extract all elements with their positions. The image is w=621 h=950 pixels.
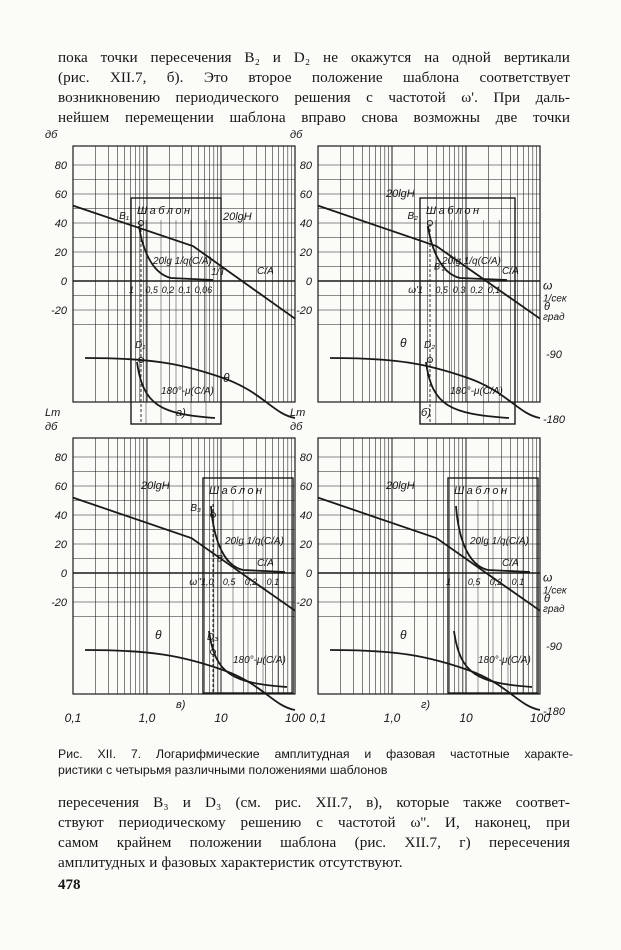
text-line: пока точки пересечения B₂ и D₂ не окажутся на одной вертикали (58, 49, 570, 66)
axis-label-persec: 1/сек (543, 293, 567, 305)
caption-line: Рис. XII. 7. Логарифмические амплитудная и фазовая частотные характе- (58, 747, 573, 761)
label-20lg-inv-q: 20lg 1/q(C/A) (442, 256, 501, 267)
label-20lgH: 20lgH (386, 187, 415, 200)
template-tick-label: 0,5 (222, 577, 236, 587)
axis-label-persec: 1/сек (543, 585, 567, 597)
caption-line: ристики с четырьмя различными положениями шаблонов (58, 763, 388, 777)
template-overlay (189, 478, 293, 693)
template-tick-label: 0,2 (470, 285, 483, 295)
y-tick-label: 0 (305, 568, 312, 580)
y-tick-label: 80 (54, 160, 67, 172)
axis-label-db: дб (45, 129, 58, 141)
text-line: самом крайнем положении шаблона (рис. XII.7, г) пересечения (58, 834, 570, 851)
template-tick-label: 0,2 (489, 577, 503, 587)
chart-panel (290, 128, 568, 426)
label-20lg-inv-q: 20lg 1/q(C/A) (153, 256, 212, 267)
axis-label-db: дб (290, 129, 303, 141)
point-label-d: D₂ (424, 340, 436, 351)
template-tick-label: 1,0 (201, 577, 214, 587)
phase-tick-label: -180 (543, 706, 566, 718)
label-phase-template: 180°-μ(C/A) (450, 386, 503, 397)
y-tick-label: 80 (54, 452, 67, 464)
label-theta: θ (155, 628, 162, 642)
omega-mark-label: ω' (408, 285, 418, 296)
template-tick-label: 1 (418, 285, 424, 295)
y-tick-label: 20 (54, 539, 67, 551)
x-tick-label: 100 (284, 711, 306, 725)
point-label-b: B₃ (190, 503, 201, 514)
y-tick-label: -20 (51, 305, 67, 317)
template-overlay (119, 198, 221, 424)
y-tick-label: 40 (299, 218, 312, 230)
x-tick-label: 10 (214, 711, 228, 725)
panel-letter: а) (176, 407, 186, 419)
y-tick-label: 80 (299, 160, 312, 172)
c-over-a-label: C/A (502, 265, 519, 277)
y-tick-label: 40 (54, 510, 67, 522)
x-tick-label: 10 (459, 711, 473, 725)
point-label-b: B₂ (407, 211, 418, 222)
label-one-over-t: 1/T (211, 267, 226, 279)
text-line: ствуют периодическому решению с частотой ω''. И, наконец, при (58, 814, 570, 831)
y-tick-label: 60 (54, 481, 67, 493)
template-title: Шаблон (454, 485, 510, 497)
paragraph-bottom (58, 793, 570, 873)
template-tick-label: 0,1 (266, 577, 280, 587)
y-tick-label: 0 (305, 276, 312, 288)
figure-caption (58, 746, 573, 778)
template-tick-label: 0,2 (244, 577, 258, 587)
template-tick-label: 0,1 (511, 577, 525, 587)
y-tick-label: 0 (60, 568, 67, 580)
phase-tick-label: -180 (543, 414, 566, 426)
chart-panel (290, 407, 568, 725)
template-tick-label: 1 (446, 577, 452, 587)
axis-label-theta: θ (544, 301, 550, 313)
template-title: Шаблон (426, 205, 482, 217)
y-tick-label: 60 (299, 189, 312, 201)
y-tick-label: -20 (51, 597, 67, 609)
label-phase-template: 180°-μ(C/A) (161, 386, 214, 397)
axis-label-omega: ω (543, 570, 553, 585)
axis-label-db: дб (290, 421, 303, 433)
axis-label-db: дб (45, 421, 58, 433)
label-theta: θ (223, 371, 230, 385)
label-20lgH: 20lgH (141, 479, 170, 492)
template-tick-label: 0,5 (145, 285, 158, 295)
template-tick-label: 1 (129, 285, 135, 295)
axis-label-lm: Lm (45, 407, 61, 419)
omega-mark-label: ω'' (189, 577, 201, 588)
chart-panel (45, 407, 305, 725)
label-theta: θ (400, 628, 407, 642)
label-20lgH: 20lgH (223, 211, 252, 224)
x-tick-label: 100 (529, 711, 551, 725)
paragraph-top (58, 48, 570, 128)
y-tick-label: 80 (299, 452, 312, 464)
template-tick-label: 0,5 (435, 285, 448, 295)
y-tick-label: 20 (54, 247, 67, 259)
frequency-response-figure (28, 128, 598, 758)
text-line: нейшем перемещении шаблона вправо снова возможны две точки (58, 109, 570, 126)
point-label-b: B₁ (119, 211, 129, 222)
text-line: пересечения B₃ и D₃ (см. рис. XII.7, в), которые также соответ- (58, 794, 570, 811)
text-line: амплитудных и фазовых характеристик отсутствуют. (58, 854, 403, 871)
phase-tick-label: -90 (546, 349, 562, 361)
text-line: возникновению периодического решения с частотой ω'. При даль- (58, 89, 570, 106)
y-tick-label: 0 (60, 276, 67, 288)
label-20lg-inv-q: 20lg 1/q(C/A) (225, 536, 284, 547)
axis-label-grad: град (543, 312, 565, 324)
label-phase-template: 180°-μ(C/A) (233, 655, 286, 666)
x-tick-label: 0,1 (309, 711, 327, 725)
x-tick-label: 1,0 (138, 711, 156, 725)
template-title: Шаблон (209, 485, 265, 497)
template-tick-label: 0,5 (467, 577, 481, 587)
page-number: 478 (58, 877, 81, 893)
axis-label-grad: град (543, 604, 565, 616)
axis-label-omega: ω (543, 278, 553, 293)
template-overlay (446, 478, 538, 693)
label-theta: θ (400, 336, 407, 350)
point-label-b-prime: B'₂ (434, 261, 446, 272)
label-20lg-inv-q: 20lg 1/q(C/A) (470, 536, 529, 547)
y-tick-label: -20 (296, 305, 312, 317)
panel-letter: в) (176, 699, 186, 711)
axis-label-theta: θ (544, 593, 550, 605)
y-tick-label: 60 (54, 189, 67, 201)
y-tick-label: -20 (296, 597, 312, 609)
template-tick-label: 0,2 (161, 285, 175, 295)
y-tick-label: 20 (299, 247, 312, 259)
label-phase-template: 180°-μ(C/A) (478, 655, 531, 666)
template-overlay (408, 198, 515, 424)
panel-letter: г) (421, 699, 431, 711)
chart-panel (45, 128, 295, 424)
text-line: (рис. XII.7, б). Это второе положение шаблона соответствует (58, 69, 570, 86)
axis-label-lm: Lm (290, 407, 306, 419)
y-tick-label: 20 (299, 539, 312, 551)
template-tick-label: 0,3 (452, 285, 466, 295)
point-label-d: D₃ (207, 632, 219, 643)
template-tick-label: 0,06 (194, 285, 213, 295)
c-over-a-label: C/A (257, 265, 274, 277)
point-label-d: D₁ (135, 340, 146, 351)
y-tick-label: 40 (54, 218, 67, 230)
template-tick-label: 0,1 (178, 285, 191, 295)
y-tick-label: 60 (299, 481, 312, 493)
c-over-a-label: C/A (502, 557, 519, 569)
y-tick-label: 40 (299, 510, 312, 522)
label-20lgH: 20lgH (386, 479, 415, 492)
phase-tick-label: -90 (546, 641, 562, 653)
template-title: Шаблон (137, 205, 193, 217)
x-tick-label: 1,0 (383, 711, 401, 725)
panel-letter: б) (421, 407, 431, 419)
template-tick-label: 0,1 (487, 285, 501, 295)
x-tick-label: 0,1 (64, 711, 82, 725)
c-over-a-label: C/A (257, 557, 274, 569)
point-label-b-prime: B'₃ (217, 553, 229, 564)
